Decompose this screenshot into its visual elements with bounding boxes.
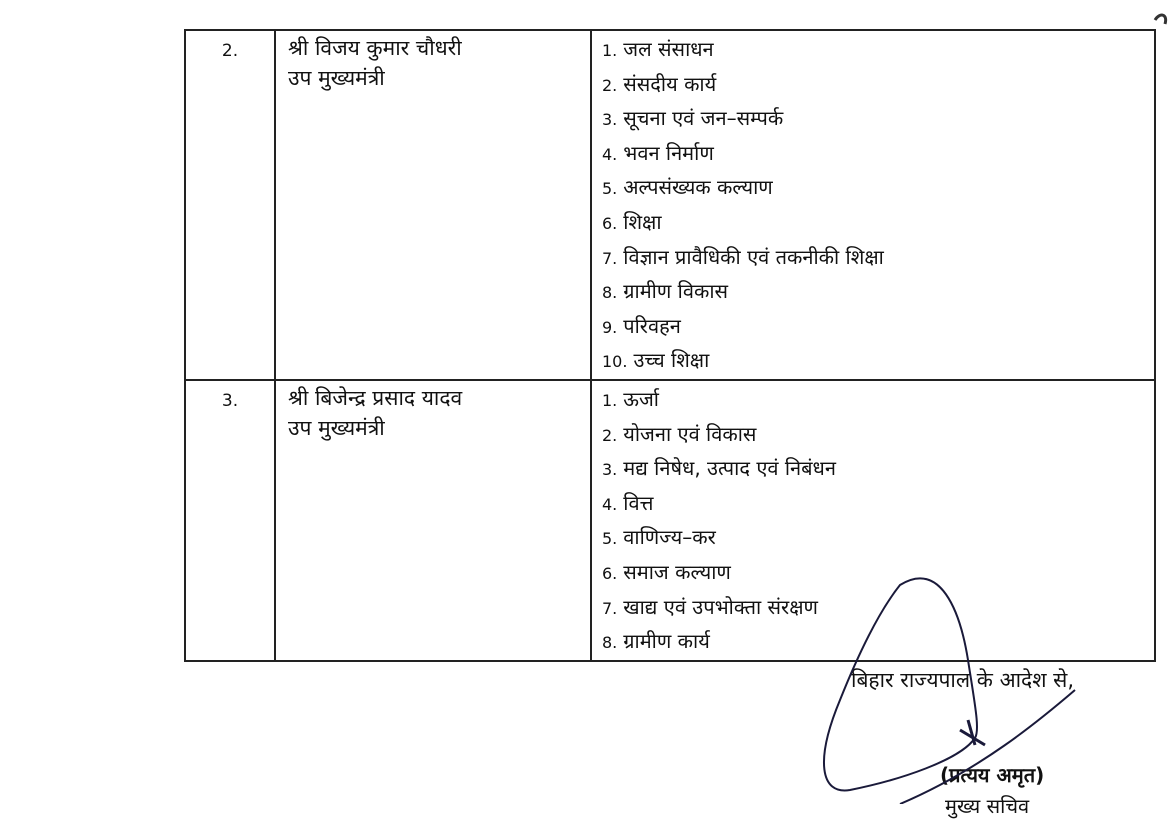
department-item: 8. ग्रामीण विकास xyxy=(602,279,729,304)
department-item: 4. वित्त xyxy=(602,490,654,515)
department-item: 1. ऊर्जा xyxy=(602,386,659,411)
minister-title: उप मुख्यमंत्री xyxy=(288,415,385,440)
minister-name: श्री बिजेन्द्र प्रसाद यादव xyxy=(288,385,463,410)
department-item: 4. भवन निर्माण xyxy=(602,140,714,165)
serial-number: 3. xyxy=(185,380,275,661)
order-line: बिहार राज्यपाल के आदेश से, xyxy=(851,668,1075,692)
department-item: 5. अल्पसंख्यक कल्याण xyxy=(602,175,773,200)
department-item: 10. उच्च शिक्षा xyxy=(602,348,710,373)
minister-name: श्री विजय कुमार चौधरी xyxy=(288,36,462,60)
serial-number: 2. xyxy=(185,30,275,380)
department-item: 5. वाणिज्य–कर xyxy=(602,525,716,550)
department-item: 6. शिक्षा xyxy=(602,209,662,234)
department-item: 3. मद्य निषेध, उत्पाद एवं निबंधन xyxy=(602,456,836,481)
department-item: 8. ग्रामीण कार्य xyxy=(602,629,710,654)
department-item: 2. संसदीय कार्य xyxy=(602,71,717,96)
minister-cell xyxy=(275,30,591,380)
minister-title: उप मुख्यमंत्री xyxy=(288,66,385,90)
department-item: 9. परिवहन xyxy=(602,313,681,338)
table-row xyxy=(185,380,1155,661)
department-item: 6. समाज कल्याण xyxy=(602,559,731,584)
department-item: 2. योजना एवं विकास xyxy=(602,421,757,446)
department-list xyxy=(591,30,1155,380)
signatory-designation: मुख्य सचिव xyxy=(945,794,1030,818)
minister-cell xyxy=(275,380,591,661)
department-item: 1. जल संसाधन xyxy=(602,37,714,61)
portfolio-table xyxy=(184,29,1156,662)
department-item: 7. विज्ञान प्रावैधिकी एवं तकनीकी शिक्षा xyxy=(602,244,884,269)
signatory-name: (प्रत्यय अमृत) xyxy=(940,763,1045,787)
table-row xyxy=(185,30,1155,380)
department-item: 7. खाद्य एवं उपभोक्ता संरक्षण xyxy=(602,594,819,619)
department-list xyxy=(591,380,1155,661)
department-item: 3. सूचना एवं जन–सम्पर्क xyxy=(602,106,784,131)
